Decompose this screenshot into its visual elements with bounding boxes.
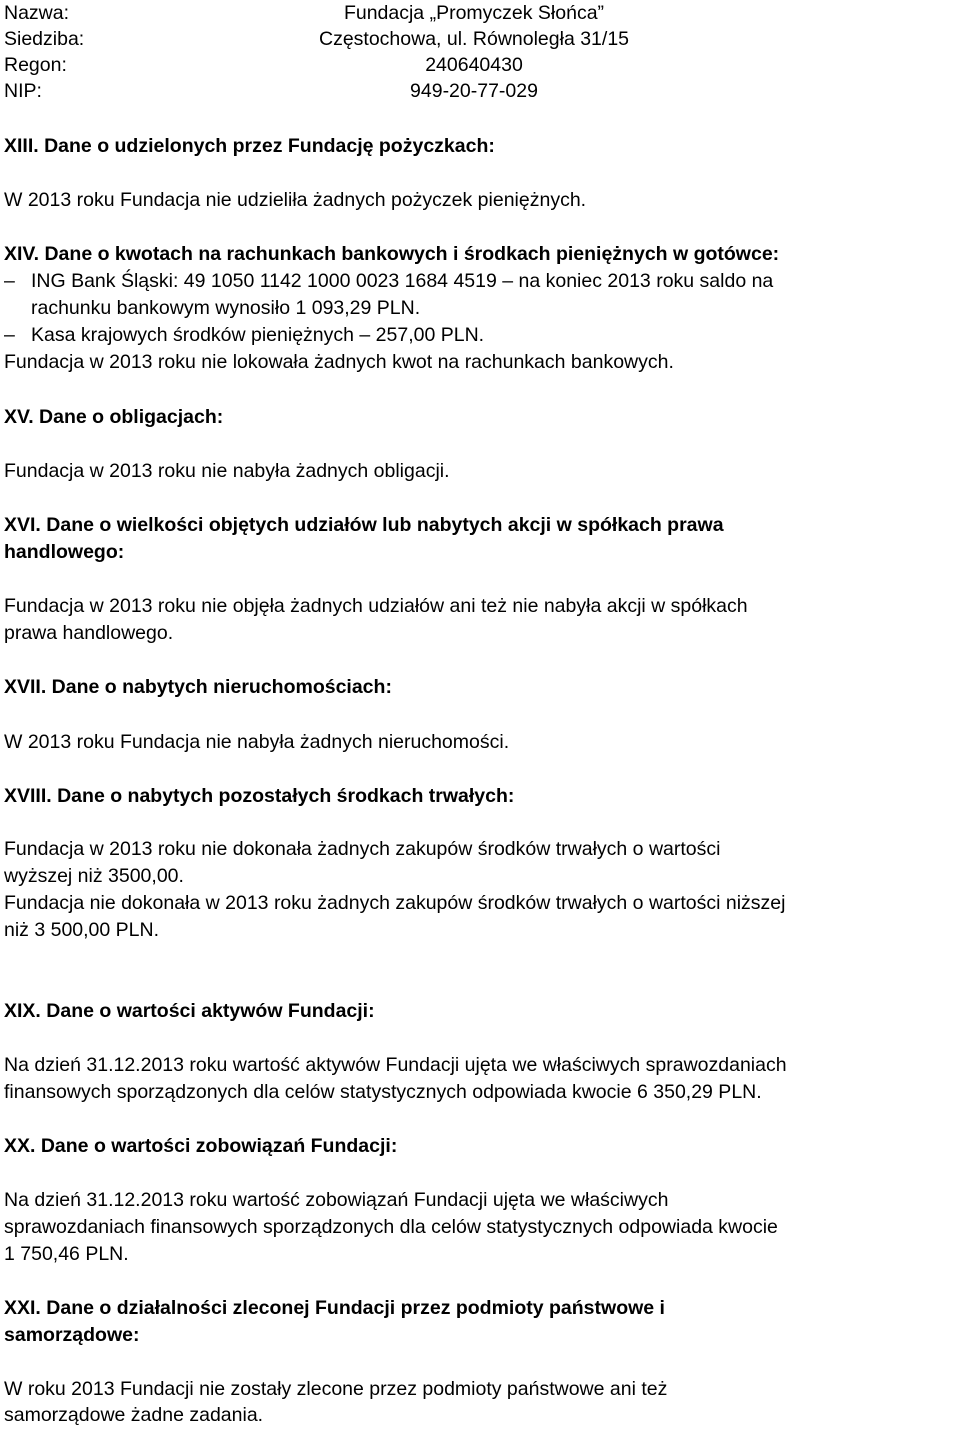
- section-18-heading: XVIII. Dane o nabytych pozostałych środkach trwałych:: [4, 785, 515, 807]
- section-20-heading: XX. Dane o wartości zobowiązań Fundacji:: [4, 1135, 398, 1157]
- section-17-text: W 2013 roku Fundacja nie nabyła żadnych nieruchomości.: [4, 731, 510, 753]
- section-16-text-line1: Fundacja w 2013 roku nie objęła żadnych udziałów ani też nie nabyła akcji w spółkach: [4, 595, 748, 617]
- bank-account-line2: rachunku bankowym wynosiło 1 093,29 PLN.: [31, 297, 421, 319]
- bank-account-line1: ING Bank Śląski: 49 1050 1142 1000 0023 1684 4519 – na koniec 2013 roku saldo na: [31, 270, 774, 292]
- nip-label: NIP:: [4, 80, 42, 102]
- section-18-text2-line2: niż 3 500,00 PLN.: [4, 919, 160, 941]
- section-17-heading: XVII. Dane o nabytych nieruchomościach:: [4, 676, 392, 698]
- section-18-text1-line1: Fundacja w 2013 roku nie dokonała żadnych zakupów środków trwałych o wartości: [4, 838, 721, 860]
- regon-value: 240640430: [425, 54, 523, 76]
- nazwa-value: Fundacja „Promyczek Słońca”: [343, 2, 605, 24]
- section-19-text-line2: finansowych sporządzonych dla celów statystycznych odpowiada kwocie 6 350,29 PLN.: [4, 1081, 762, 1103]
- section-15-heading: XV. Dane o obligacjach:: [4, 406, 224, 428]
- section-20-text-line1: Na dzień 31.12.2013 roku wartość zobowiązań Fundacji ujęta we właściwych: [4, 1189, 669, 1211]
- section-19-heading: XIX. Dane o wartości aktywów Fundacji:: [4, 1000, 375, 1022]
- section-20-text-line3: 1 750,46 PLN.: [4, 1243, 129, 1265]
- cash-item: Kasa krajowych środków pieniężnych – 257,00 PLN.: [31, 324, 485, 346]
- section-20-text-line2: sprawozdaniach finansowych sporządzonych dla celów statystycznych odpowiada kwocie: [4, 1216, 778, 1238]
- section-14-text: Fundacja w 2013 roku nie lokowała żadnych kwot na rachunkach bankowych.: [4, 351, 674, 373]
- list-dash: –: [4, 270, 15, 292]
- nazwa-label: Nazwa:: [4, 2, 70, 24]
- section-19-text-line1: Na dzień 31.12.2013 roku wartość aktywów Fundacji ujęta we właściwych sprawozdaniach: [4, 1054, 787, 1076]
- nip-value: 949-20-77-029: [410, 80, 538, 102]
- section-16-heading-line2: handlowego:: [4, 541, 125, 563]
- section-21-heading-line2: samorządowe:: [4, 1324, 140, 1346]
- siedziba-label: Siedziba:: [4, 28, 85, 50]
- siedziba-value: Częstochowa, ul. Równoległa 31/15: [318, 28, 630, 50]
- section-21-text-line1: W roku 2013 Fundacji nie zostały zlecone przez podmioty państwowe ani też: [4, 1378, 668, 1400]
- section-16-text-line2: prawa handlowego.: [4, 622, 174, 644]
- regon-label: Regon:: [4, 54, 67, 76]
- section-21-heading-line1: XXI. Dane o działalności zleconej Fundacji przez podmioty państwowe i: [4, 1297, 665, 1319]
- section-16-heading-line1: XVI. Dane o wielkości objętych udziałów lub nabytych akcji w spółkach prawa: [4, 514, 724, 536]
- section-13-text: W 2013 roku Fundacja nie udzieliła żadnych pożyczek pieniężnych.: [4, 189, 587, 211]
- section-18-text2-line1: Fundacja nie dokonała w 2013 roku żadnych zakupów środków trwałych o wartości niższej: [4, 892, 786, 914]
- section-14-heading: XIV. Dane o kwotach na rachunkach bankowych i środkach pieniężnych w gotówce:: [4, 243, 780, 265]
- section-15-text: Fundacja w 2013 roku nie nabyła żadnych obligacji.: [4, 460, 450, 482]
- section-21-text-line2: samorządowe żadne zadania.: [4, 1404, 264, 1426]
- section-13-heading: XIII. Dane o udzielonych przez Fundację pożyczkach:: [4, 135, 495, 157]
- section-18-text1-line2: wyższej niż 3500,00.: [4, 865, 184, 887]
- list-dash: –: [4, 324, 15, 346]
